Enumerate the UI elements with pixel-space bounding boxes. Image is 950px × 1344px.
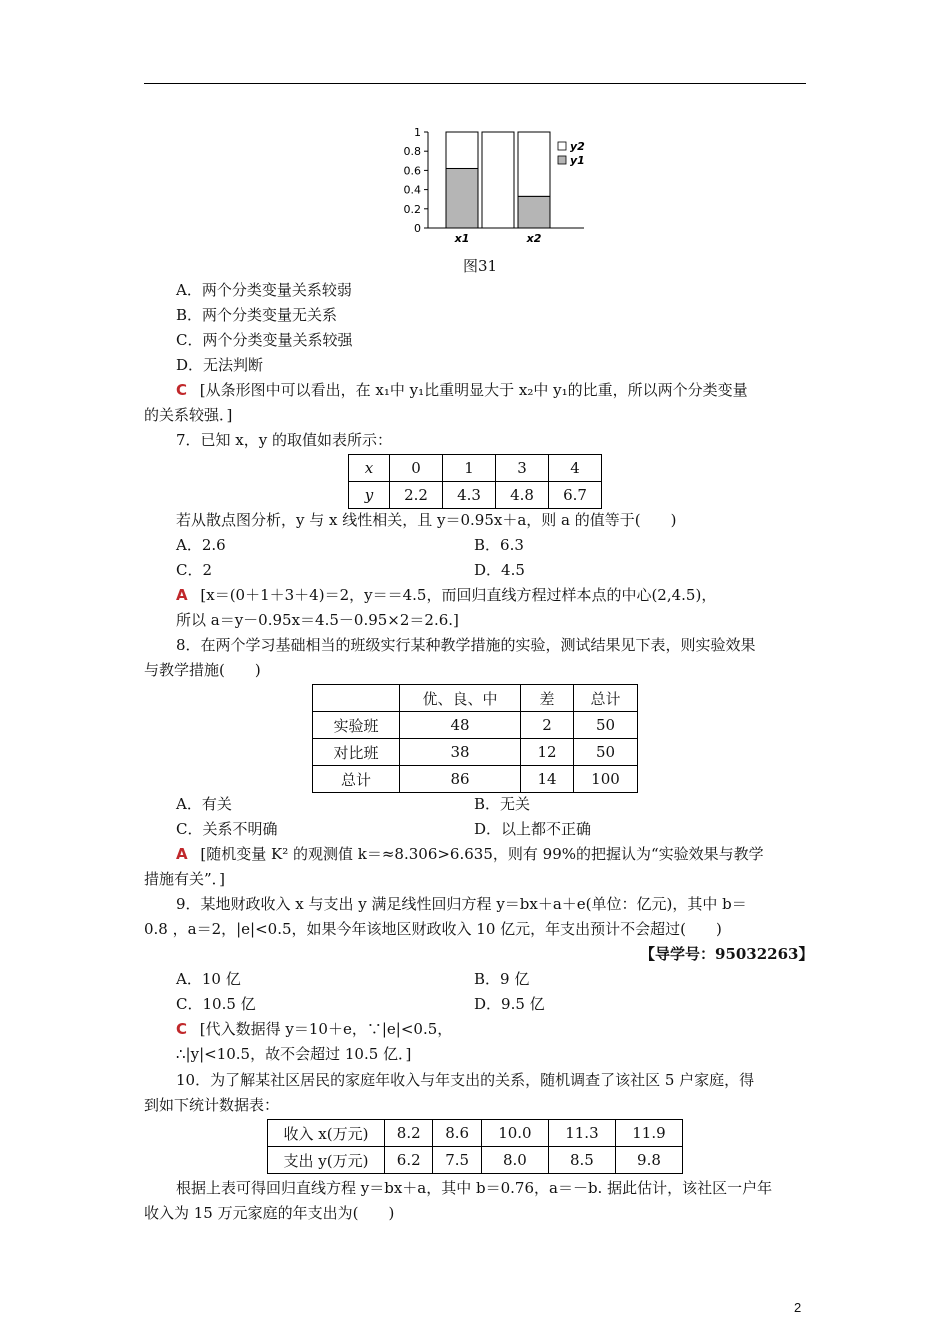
- q10-cell: 8.2: [385, 1120, 433, 1147]
- q10-cell: 10.0: [481, 1120, 548, 1147]
- q10-stem-line1: 10．为了解某社区居民的家庭年收入与年支出的关系，随机调查了该社区 5 户家庭，得: [176, 1071, 755, 1089]
- q7-cell: 1: [443, 455, 496, 482]
- bar-y1: [446, 168, 478, 228]
- q10-cell: 9.8: [615, 1147, 682, 1174]
- q10-cell: 6.2: [385, 1147, 433, 1174]
- bar-y2: [446, 132, 478, 168]
- q6-explanation-line2: 的关系较强．]: [144, 406, 233, 424]
- q7-answer: A: [176, 586, 188, 604]
- q8-explanation-text: [随机变量 K² 的观测值 k＝≈8.306>6.635，则有 99%的把握认为“实验效果与教学: [200, 845, 764, 863]
- x-tick-label: x1: [454, 232, 470, 245]
- legend-label: y1: [570, 154, 585, 167]
- y-tick-label: 0.8: [403, 145, 421, 159]
- page-number: 2: [794, 1300, 802, 1315]
- guide-number: 【导学号：95032263】: [640, 945, 814, 963]
- q7-option-c: C．2: [176, 561, 213, 579]
- q9-option-b: B．9 亿: [474, 970, 530, 988]
- q10-cell: 11.3: [548, 1120, 615, 1147]
- q10-cell: 8.6: [433, 1120, 481, 1147]
- bar-y1: [518, 196, 550, 228]
- q8-cell: 优、良、中: [400, 685, 521, 712]
- q7-table: [348, 454, 602, 509]
- q10-stem-line4: 收入为 15 万元家庭的年支出为( ): [144, 1204, 395, 1222]
- q10-cell: 7.5: [433, 1147, 481, 1174]
- q6-explanation-text: [从条形图中可以看出，在 x₁中 y₁比重明显大于 x₂中 y₁的比重，所以两个分类变量: [199, 381, 748, 399]
- legend-swatch-y2: [558, 142, 566, 150]
- q9-option-c: C．10.5 亿: [176, 995, 256, 1013]
- q7-cell: 4.8: [496, 482, 549, 509]
- q8-option-b: B．无关: [474, 795, 531, 813]
- q8-table-header: [313, 685, 638, 712]
- y-tick-label: 0.6: [403, 164, 421, 178]
- q6-option-a: A．两个分类变量关系较弱: [176, 281, 352, 299]
- y-tick-label: 0.4: [403, 183, 421, 197]
- figure-caption: 图31: [462, 257, 498, 275]
- q8-cell: 差: [521, 685, 574, 712]
- q7-table-row-y: [349, 482, 602, 509]
- q7-table-row-x: [349, 455, 602, 482]
- q7-cell: 2.2: [390, 482, 443, 509]
- q8-cell: 14: [521, 766, 574, 793]
- q9-explanation-line1: [176, 1019, 452, 1039]
- q10-cell: 11.9: [615, 1120, 682, 1147]
- q10-table-row-expense: [268, 1147, 683, 1174]
- q7-explanation-text: [x＝(0＋1＋3＋4)＝2，y＝＝4.5，而回归直线方程过样本点的中心(2,4.5)，: [200, 586, 717, 604]
- figure-31-chart: [390, 122, 600, 250]
- q8-table: [312, 684, 638, 793]
- q7-question: 若从散点图分析，y 与 x 线性相关，且 y＝0.95x＋a，则 a 的值等于( ): [176, 511, 677, 529]
- q8-cell: 50: [574, 712, 638, 739]
- q10-cell: 收入 x(万元): [268, 1120, 385, 1147]
- q7-cell: 4.3: [443, 482, 496, 509]
- q6-option-b: B．两个分类变量无关系: [176, 306, 338, 324]
- q8-option-c: C．关系不明确: [176, 820, 278, 838]
- y-tick-label: 0.2: [403, 202, 421, 216]
- q9-explanation-text: [代入数据得 y＝10＋e，∵|e|<0.5，: [199, 1020, 453, 1038]
- q8-cell: 实验班: [313, 712, 400, 739]
- q9-option-a: A．10 亿: [176, 970, 241, 988]
- q10-cell: 8.5: [548, 1147, 615, 1174]
- q8-stem-line2: 与教学措施( ): [144, 661, 261, 679]
- q7-cell: 6.7: [549, 482, 602, 509]
- q8-explanation-line1: [176, 844, 764, 864]
- bar-y2: [518, 132, 550, 196]
- legend-swatch-y1: [558, 156, 566, 164]
- q8-answer: A: [176, 845, 188, 863]
- q8-cell: 50: [574, 739, 638, 766]
- q7-cell: 3: [496, 455, 549, 482]
- y-tick-label: 0: [414, 222, 421, 235]
- q10-table-row-income: [268, 1120, 683, 1147]
- q10-cell: 8.0: [481, 1147, 548, 1174]
- q7-cell: 4: [549, 455, 602, 482]
- q8-cell: 86: [400, 766, 521, 793]
- q8-cell: 38: [400, 739, 521, 766]
- q7-option-d: D．4.5: [474, 561, 525, 579]
- q7-option-b: B．6.3: [474, 536, 524, 554]
- q8-cell: 总计: [313, 766, 400, 793]
- q6-option-d: D．无法判断: [176, 356, 264, 374]
- q8-stem-line1: 8．在两个学习基础相当的班级实行某种教学措施的实验，测试结果见下表，则实验效果: [176, 636, 756, 654]
- q9-stem-line2: 0.8 ，a＝2，|e|<0.5，如果今年该地区财政收入 10 亿元，年支出预计不会超过( ): [144, 920, 722, 938]
- q8-cell: 12: [521, 739, 574, 766]
- q9-option-d: D．9.5 亿: [474, 995, 545, 1013]
- q6-explanation-line1: [176, 380, 748, 400]
- y-tick-label: 1: [414, 126, 421, 139]
- x-tick-label: x2: [526, 232, 542, 245]
- q6-option-c: C．两个分类变量关系较强: [176, 331, 353, 349]
- q10-stem-line2: 到如下统计数据表：: [144, 1096, 280, 1114]
- q8-table-row: [313, 766, 638, 793]
- q8-cell: 48: [400, 712, 521, 739]
- q10-stem-line3: 根据上表可得回归直线方程 y＝bx＋a，其中 b＝0.76，a＝－b. 据此估计，该社区一户年: [176, 1179, 773, 1197]
- q8-cell: 2: [521, 712, 574, 739]
- q8-option-a: A．有关: [176, 795, 232, 813]
- q7-stem: 7．已知 x，y 的取值如表所示：: [176, 431, 393, 449]
- bar-y2: [482, 132, 514, 228]
- q9-stem-line1: 9．某地财政收入 x 与支出 y 满足线性回归方程 y＝bx＋a＋e(单位：亿元)，其中 b＝: [176, 895, 747, 913]
- q8-table-row: [313, 739, 638, 766]
- q9-explanation-line2: ∴|y|<10.5，故不会超过 10.5 亿．]: [176, 1045, 412, 1063]
- q7-cell: x: [349, 455, 390, 482]
- q10-cell: 支出 y(万元): [268, 1147, 385, 1174]
- q8-cell: 总计: [574, 685, 638, 712]
- q10-table: [267, 1119, 683, 1174]
- header-rule: [144, 83, 806, 84]
- q9-answer: C: [176, 1020, 188, 1038]
- legend-label: y2: [570, 140, 585, 153]
- q7-explanation-line2: 所以 a＝y－0.95x＝4.5－0.95×2＝2.6.]: [176, 611, 459, 629]
- q6-answer: C: [176, 381, 188, 399]
- q8-cell: 对比班: [313, 739, 400, 766]
- q7-cell: y: [349, 482, 390, 509]
- q7-explanation-line1: [176, 585, 716, 605]
- q8-option-d: D．以上都不正确: [474, 820, 592, 838]
- q8-table-row: [313, 712, 638, 739]
- q8-cell: 100: [574, 766, 638, 793]
- q7-cell: 0: [390, 455, 443, 482]
- q7-option-a: A．2.6: [176, 536, 226, 554]
- q8-explanation-line2: 措施有关”．]: [144, 870, 226, 888]
- q8-cell: [313, 685, 400, 712]
